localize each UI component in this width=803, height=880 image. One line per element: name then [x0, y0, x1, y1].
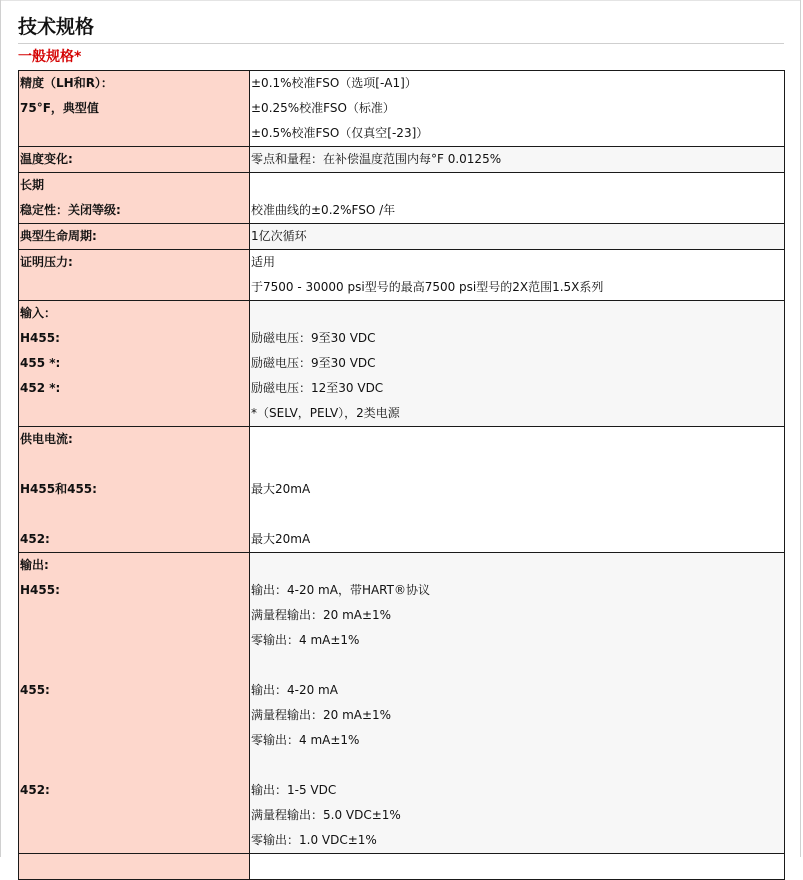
spec-value-line: 励磁电压：9至30 VDC [251, 356, 376, 370]
page-frame-right [800, 0, 801, 857]
spec-value-line: 输出：4-20 mA [251, 683, 338, 697]
spec-value-cell [250, 71, 785, 147]
spec-value-line: 零输出：1.0 VDC±1% [251, 833, 377, 847]
spec-label-line [19, 728, 249, 753]
spec-table-body [19, 71, 785, 880]
spec-value-line: 校准曲线的±0.2%FSO /年 [251, 203, 396, 217]
spec-value-cell [250, 301, 785, 427]
spec-table [18, 70, 785, 880]
page-title: 技术规格 [18, 16, 95, 38]
spec-label-cell [19, 147, 250, 173]
spec-label-cell [19, 250, 250, 301]
spec-value-line [250, 653, 784, 678]
spec-value-line: 励磁电压：12至30 VDC [251, 381, 384, 395]
spec-label-line [19, 452, 249, 477]
spec-value-line [250, 173, 784, 198]
spec-row [19, 71, 785, 147]
spec-value-line: 零点和量程：在补偿温度范围内每°F 0.0125% [251, 152, 502, 166]
spec-value-line: ±0.5%校准FSO（仅真空[-23]） [251, 126, 429, 140]
spec-value-line: 满量程输出：20 mA±1% [251, 708, 392, 722]
spec-row [19, 250, 785, 301]
spec-value-cell [250, 147, 785, 173]
spec-label-line [19, 502, 249, 527]
spec-label-line: 稳定性：关闭等级: [20, 203, 121, 217]
spec-label-line [19, 401, 249, 426]
spec-value-line: 零输出：4 mA±1% [251, 633, 360, 647]
spec-row [19, 553, 785, 854]
spec-label-line: 长期 [20, 178, 45, 192]
spec-value-line: 输出：4-20 mA，带HART®协议 [251, 583, 430, 597]
spec-label-line: 75°F，典型值 [20, 101, 99, 115]
spec-label-line: H455: [20, 583, 60, 597]
spec-value-line: *（SELV，PELV），2类电源 [251, 406, 400, 420]
spec-label-line [19, 603, 249, 628]
spec-value-cell [250, 250, 785, 301]
spec-value-cell [250, 553, 785, 854]
spec-label-line: 精度（LH和R）： [20, 76, 113, 90]
spec-value-line [250, 753, 784, 778]
spec-label-line: 供电电流: [20, 432, 73, 446]
spec-label-line: H455: [20, 331, 60, 345]
spec-value-line [250, 452, 784, 477]
spec-value-line: 输出：1-5 VDC [251, 783, 337, 797]
spec-label-line: 455 *: [20, 356, 61, 370]
spec-value-cell [250, 224, 785, 250]
spec-row [19, 301, 785, 427]
spec-value-cell [250, 173, 785, 224]
spec-row [19, 854, 785, 880]
spec-value-line: 适用 [251, 255, 276, 269]
spec-value-line [250, 854, 784, 879]
spec-value-line: ±0.25%校准FSO（标准） [251, 101, 395, 115]
spec-value-line: 1亿次循环 [251, 229, 307, 243]
spec-label-line: 452: [20, 783, 50, 797]
spec-row [19, 224, 785, 250]
spec-label-cell [19, 553, 250, 854]
spec-label-line: 证明压力: [20, 255, 73, 269]
spec-label-cell [19, 224, 250, 250]
spec-value-line: 零输出：4 mA±1% [251, 733, 360, 747]
spec-value-line: 励磁电压：9至30 VDC [251, 331, 376, 345]
spec-row [19, 427, 785, 553]
spec-value-cell [250, 854, 785, 880]
spec-label-line: 输出: [20, 558, 49, 572]
spec-label-cell [19, 301, 250, 427]
spec-label-cell [19, 854, 250, 880]
spec-label-line: 452: [20, 532, 50, 546]
spec-value-line: 满量程输出：5.0 VDC±1% [251, 808, 401, 822]
spec-value-line: ±0.1%校准FSO（选项[-A1]） [251, 76, 417, 90]
title-divider [18, 43, 784, 44]
spec-value-line: 于7500 - 30000 psi型号的最高7500 psi型号的2X范围1.5X系列 [251, 280, 604, 294]
spec-label-line: 452 *: [20, 381, 61, 395]
spec-row [19, 147, 785, 173]
spec-label-line [19, 703, 249, 728]
spec-value-line [250, 502, 784, 527]
spec-value-line [250, 301, 784, 326]
spec-value-line: 最大20mA [251, 482, 311, 496]
spec-label-line: H455和455: [20, 482, 97, 496]
spec-value-line [250, 427, 784, 452]
spec-label-line [19, 828, 249, 853]
spec-label-line [19, 628, 249, 653]
spec-value-line: 最大20mA [251, 532, 311, 546]
spec-label-line [19, 653, 249, 678]
spec-label-line: 典型生命周期: [20, 229, 97, 243]
spec-label-line [19, 803, 249, 828]
spec-value-cell [250, 427, 785, 553]
spec-value-line: 满量程输出：20 mA±1% [251, 608, 392, 622]
section-title-general-specs: 一般规格* [18, 49, 82, 65]
spec-label-line: 温度变化: [20, 152, 73, 166]
spec-label-line [19, 854, 249, 879]
spec-label-cell [19, 71, 250, 147]
page-frame-left [0, 0, 1, 857]
spec-row [19, 173, 785, 224]
spec-value-line [250, 553, 784, 578]
spec-label-line [19, 753, 249, 778]
page-frame-top [0, 0, 801, 1]
spec-label-line: 输入： [20, 306, 57, 320]
spec-label-line [19, 275, 249, 300]
spec-label-line: 455: [20, 683, 50, 697]
spec-label-cell [19, 173, 250, 224]
spec-label-cell [19, 427, 250, 553]
